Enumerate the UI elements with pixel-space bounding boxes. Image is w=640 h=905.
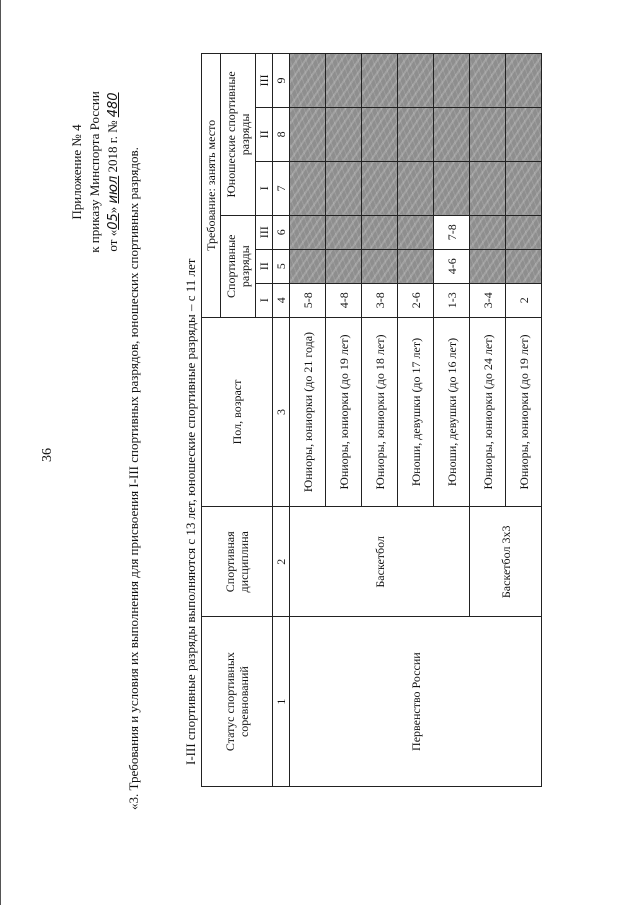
status-cell: Первенство России [290, 617, 542, 787]
rank-1-cell: 3-4 [470, 283, 506, 317]
rank-3-cell: 7-8 [434, 215, 470, 249]
shaded-cell [470, 215, 506, 249]
header-discipline: Спортивная дисциплина [202, 507, 273, 617]
discipline-cell-basketball-3x3: Баскетбол 3х3 [470, 507, 542, 617]
header-youth-ranks: Юношеские спортивные разряды [221, 54, 256, 216]
appendix-title: Приложение № 4 [69, 124, 84, 220]
requirements-table [201, 53, 542, 787]
shaded-cell [362, 107, 398, 161]
shaded-cell [398, 54, 434, 108]
shaded-cell [290, 161, 326, 215]
shaded-cell [398, 249, 434, 283]
rank-1-cell: 2 [506, 283, 542, 317]
shaded-cell [290, 107, 326, 161]
table-row [290, 54, 326, 787]
shaded-cell [326, 54, 362, 108]
column-number-row [273, 54, 290, 787]
shaded-cell [398, 161, 434, 215]
shaded-cell [434, 107, 470, 161]
shaded-cell [326, 161, 362, 215]
gender-age-cell: Юниоры, юниорки (до 18 лет) [362, 317, 398, 507]
shaded-cell [362, 161, 398, 215]
date-year: 2018 г. № [105, 117, 120, 176]
header-status: Статус спортивных соревнований [202, 617, 273, 787]
gender-age-cell: Юниоры, юниорки (до 24 лет) [470, 317, 506, 507]
gender-age-cell: Юноши, девушки (до 16 лет) [434, 317, 470, 507]
shaded-cell [506, 54, 542, 108]
shaded-cell [506, 161, 542, 215]
column-number: 9 [273, 54, 290, 108]
shaded-cell [398, 215, 434, 249]
shaded-cell [434, 54, 470, 108]
header-rank-3: III [256, 215, 273, 249]
shaded-cell [290, 249, 326, 283]
shaded-cell [470, 107, 506, 161]
header-youth-3: III [256, 54, 273, 108]
header-rank-1: I [256, 283, 273, 317]
appendix-date-line [104, 42, 123, 302]
shaded-cell [326, 215, 362, 249]
column-number: 7 [273, 161, 290, 215]
column-number: 8 [273, 107, 290, 161]
gender-age-cell: Юноши, девушки (до 17 лет) [398, 317, 434, 507]
header-youth-2: II [256, 107, 273, 161]
column-number: 3 [273, 317, 290, 507]
rank-1-cell: 4-8 [326, 283, 362, 317]
shaded-cell [506, 107, 542, 161]
column-number: 2 [273, 507, 290, 617]
rank-1-cell: 5-8 [290, 283, 326, 317]
shaded-cell [326, 249, 362, 283]
shaded-cell [290, 54, 326, 108]
header-rank-2: II [256, 249, 273, 283]
header-youth-1: I [256, 161, 273, 215]
gender-age-cell: Юниоры, юниорки (до 21 года) [290, 317, 326, 507]
column-number: 5 [273, 249, 290, 283]
rank-1-cell: 2-6 [398, 283, 434, 317]
intro-paragraph: «3. Требования и условия их выполнения для присвоения I-III спортивных разрядов, юношеских спортивных разрядов. [126, 147, 141, 810]
date-prefix: от « [105, 229, 120, 252]
header-gender-age: Пол, возраст [202, 317, 273, 507]
shaded-cell [290, 215, 326, 249]
appendix-order-ref: к приказу Минспорта России [87, 91, 102, 253]
gender-age-cell: Юниоры, юниорки (до 19 лет) [326, 317, 362, 507]
shaded-cell [506, 215, 542, 249]
page-number: 36 [40, 448, 55, 462]
order-number-handwritten: 480 [106, 92, 121, 118]
shaded-cell [362, 54, 398, 108]
header-sport-ranks: Спортивные разряды [221, 215, 256, 317]
appendix-block [68, 42, 123, 302]
column-number: 6 [273, 215, 290, 249]
discipline-cell-basketball: Баскетбол [290, 507, 470, 617]
date-mid: » [105, 203, 120, 214]
rank-2-cell: 4-6 [434, 249, 470, 283]
shaded-cell [506, 249, 542, 283]
shaded-cell [362, 249, 398, 283]
date-day-handwritten: 05 [106, 213, 121, 230]
shaded-cell [434, 161, 470, 215]
rank-1-cell: 1-3 [434, 283, 470, 317]
shaded-cell [326, 107, 362, 161]
shaded-cell [470, 161, 506, 215]
column-number: 4 [273, 283, 290, 317]
date-month-handwritten: июл [106, 175, 121, 204]
shaded-cell [470, 54, 506, 108]
table-title: I-III спортивные разряды выполняются с 13 лет, юношеские спортивные разряды – с 11 лет [183, 258, 198, 765]
header-requirement: Требование: занять место [202, 54, 221, 318]
shaded-cell [398, 107, 434, 161]
shaded-cell [362, 215, 398, 249]
column-number: 1 [273, 617, 290, 787]
rank-1-cell: 3-8 [362, 283, 398, 317]
gender-age-cell: Юниоры, юниорки (до 19 лет) [506, 317, 542, 507]
shaded-cell [470, 249, 506, 283]
